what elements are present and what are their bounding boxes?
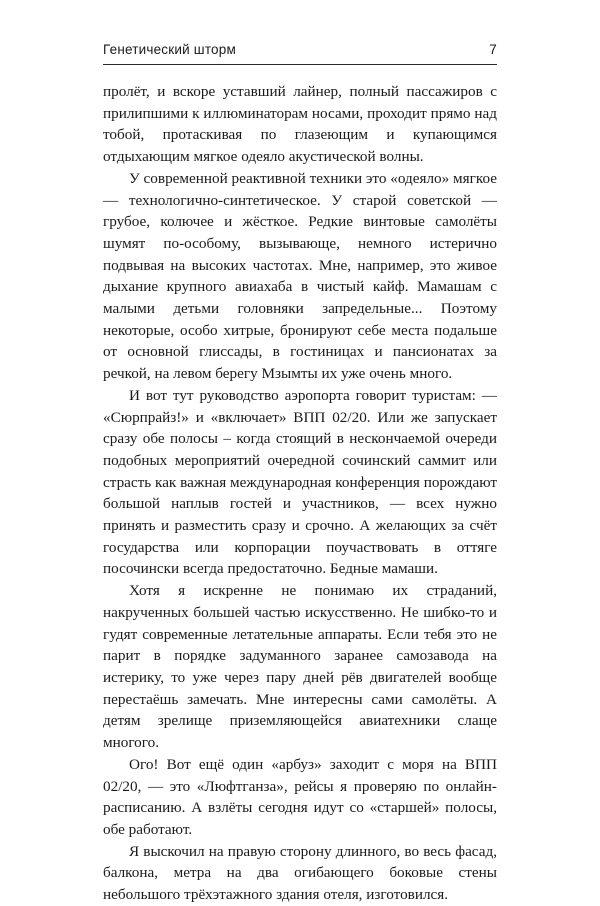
paragraph: Хотя я искренне не понимаю их страданий, накрученных большей частью искусственно. Не шибко-то и гудят современные летательные аппараты. Если тебя это не парит в порядке задуманного заранее самозавода на истерику, то уже через пару дней рёв двигателей вообще перестаёшь замечать. Мне интересны сами самолёты. А детям зрелище приземляющейся авиатехники слаще многого. (103, 582, 497, 752)
paragraph: пролёт, и вскоре уставший лайнер, полный пассажиров с прилипшими к иллюминаторам носами, проходит прямо над тобой, протаскивая по глазеющим и купающимся отдыхающим мягкое одеяло акустической волны. (103, 83, 497, 166)
book-title: Генетический шторм (103, 42, 236, 57)
paragraph: У современной реактивной техники это «одеяло» мягкое — технологично-синтетическое. У старой советской — грубое, колючее и жёсткое. Редкие винтовые самолёты шумят по-особому, вызывающе, немного истерично подвывая на высоких частотах. Мне, например, это живое дыхание крупного авиахаба в чистый кайф. Мамашам с малыми детьми головняки запредельные... Поэтому некоторые, особо хитрые, бронируют себе места подальше от основной глиссады, в гостиницах и пансионатах за речкой, на левом берегу Мзымты их уже очень много. (103, 169, 497, 383)
paragraph: Я выскочил на правую сторону длинного, во весь фасад, балкона, метра на два огибающего боковые стены небольшого трёхэтажного здания отеля, изготовился. (103, 842, 497, 904)
body-text (103, 81, 497, 906)
running-header (103, 42, 497, 57)
paragraph: Ого! Вот ещё один «арбуз» заходит с моря на ВПП 02/20, — это «Люфтганза», рейсы я проверяю по онлайн-расписанию. А взлёты сегодня идут со «старшей» полосы, обе работают. (103, 755, 497, 838)
paragraph: И вот тут руководство аэропорта говорит туристам: — «Сюрпрайз!» и «включает» ВПП 02/20. Или же запускает сразу обе полосы – когда стоящий в нескончаемой очереди подобных мероприятий очередной сочинский саммит или страсть как важная международная конференция порождают большой наплыв гостей и участников, — всех нужно принять и разместить сразу и срочно. А желающих за счёт государства или корпорации поучаствовать в оттяге посочински всегда предостаточно. Бедные мамаши. (103, 386, 497, 578)
header-rule (103, 64, 497, 65)
page-number: 7 (489, 42, 497, 57)
